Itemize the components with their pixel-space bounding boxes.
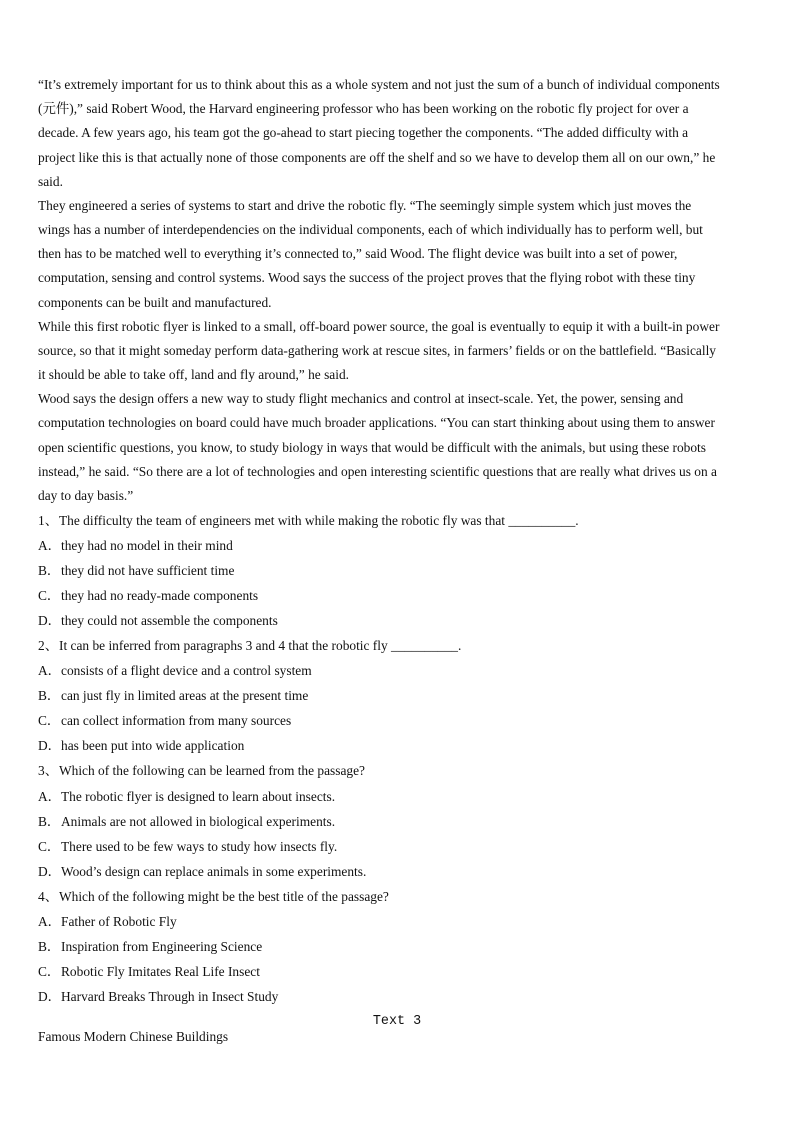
option-text: they had no model in their mind	[61, 538, 233, 554]
passage-line: instead,” he said. “So there are a lot of technologies and open interesting scientific questions that are really what drives us on a	[38, 463, 717, 479]
passage-line: project like this is that actually none of those components are off the shelf and so we have to develop them all on our own,” he	[38, 149, 716, 165]
passage-line: decade. A few years ago, his team got the go-ahead to start piecing together the components. “The added difficulty with a	[38, 125, 689, 141]
answer-option	[38, 863, 579, 888]
answer-option	[38, 788, 579, 813]
question-stem	[38, 762, 579, 787]
option-text: they did not have sufficient time	[61, 563, 235, 579]
question-text: The difficulty the team of engineers met with while making the robotic fly was that __________.	[59, 513, 579, 528]
answer-option	[38, 612, 579, 637]
option-letter: D．	[38, 738, 62, 754]
passage-title: Famous Modern Chinese Buildings	[38, 1029, 229, 1044]
question-stem	[38, 512, 579, 537]
question-list	[38, 512, 579, 1013]
option-letter: D．	[38, 863, 62, 879]
option-letter: A．	[38, 538, 62, 554]
question-text: Which of the following might be the best title of the passage?	[59, 888, 389, 904]
question-number: 2、	[38, 638, 59, 654]
passage-line: then has to be matched well to everything it’s connected to,” said Wood. The flight device was built into a set of power,	[38, 246, 678, 262]
option-text: The robotic flyer is designed to learn about insects.	[61, 788, 336, 804]
option-text: There used to be few ways to study how insects fly.	[61, 838, 338, 854]
passage-line: (元件),” said Robert Wood, the Harvard engineering professor who has been working on the robotic fly project for over a	[38, 101, 689, 117]
option-text: they had no ready-made components	[61, 588, 259, 604]
option-text: has been put into wide application	[61, 738, 245, 754]
passage-line: They engineered a series of systems to start and drive the robotic fly. “The seemingly simple system which just moves the	[38, 197, 692, 213]
option-letter: A．	[38, 913, 62, 929]
option-letter: C．	[38, 963, 61, 979]
option-letter: D．	[38, 988, 62, 1004]
answer-option	[38, 913, 579, 938]
passage-line: day to day basis.”	[38, 487, 134, 503]
answer-option	[38, 813, 579, 838]
option-letter: A．	[38, 663, 62, 679]
passage-line: Wood says the design offers a new way to study flight mechanics and control at insect-scale. Yet, the power, sensing and	[38, 391, 684, 407]
passage-line: said.	[38, 173, 63, 189]
question-stem	[38, 888, 579, 913]
question-text: It can be inferred from paragraphs 3 and 4 that the robotic fly __________.	[59, 638, 462, 654]
option-text: can collect information from many sources	[61, 713, 292, 729]
answer-option	[38, 687, 579, 712]
passage-line: “It’s extremely important for us to think about this as a whole system and not just the sum of a bunch of individual components	[38, 77, 720, 92]
option-letter: C．	[38, 838, 61, 854]
answer-option	[38, 587, 579, 612]
answer-option	[38, 562, 579, 587]
option-text: Harvard Breaks Through in Insect Study	[61, 988, 279, 1004]
passage-line: it should be able to take off, land and fly around,” he said.	[38, 367, 349, 383]
option-letter: B．	[38, 813, 61, 829]
passage-line: open scientific questions, you know, to study biology in ways that would be difficult with the animals, but using these robots	[38, 439, 706, 455]
option-letter: B．	[38, 688, 61, 704]
option-letter: A．	[38, 788, 62, 804]
option-text: Father of Robotic Fly	[61, 913, 177, 929]
reading-passage	[38, 76, 720, 511]
question-number: 1、	[38, 513, 59, 528]
option-letter: C．	[38, 713, 61, 729]
passage-line: components can be built and manufactured.	[38, 294, 272, 310]
answer-option	[38, 662, 579, 687]
option-text: can just fly in limited areas at the present time	[61, 688, 309, 704]
answer-option	[38, 537, 579, 562]
answer-option	[38, 988, 579, 1013]
section-heading: Text 3	[372, 1014, 422, 1029]
option-text: Animals are not allowed in biological experiments.	[61, 813, 336, 829]
passage-line: wings has a number of interdependencies on the individual components, each of which individually has to perform well, but	[38, 222, 703, 238]
answer-option	[38, 963, 579, 988]
question-number: 4、	[38, 888, 59, 904]
answer-option	[38, 712, 579, 737]
passage-line: computation, sensing and control systems. Wood says the success of the project proves that the flying robot with these tiny	[38, 270, 696, 286]
option-letter: B．	[38, 563, 61, 579]
answer-option	[38, 737, 579, 762]
answer-option	[38, 838, 579, 863]
option-letter: D．	[38, 613, 62, 629]
passage-line: source, so that it might someday perform data-gathering work at rescue sites, in farmers’ fields or on the battlefield. “Basically	[38, 342, 716, 358]
passage-line: computation technologies on board could have much broader applications. “You can start thinking about using them to answer	[38, 415, 715, 431]
answer-option	[38, 938, 579, 963]
option-letter: C．	[38, 588, 61, 604]
option-text: they could not assemble the components	[61, 613, 278, 629]
option-text: consists of a flight device and a control system	[61, 663, 312, 679]
option-text: Inspiration from Engineering Science	[61, 938, 263, 954]
question-stem	[38, 637, 579, 662]
passage-line: While this first robotic flyer is linked to a small, off-board power source, the goal is eventually to equip it with a built-in power	[38, 318, 720, 334]
question-text: Which of the following can be learned from the passage?	[59, 763, 366, 779]
option-text: Wood’s design can replace animals in some experiments.	[61, 863, 367, 879]
option-letter: B．	[38, 938, 61, 954]
question-number: 3、	[38, 763, 59, 779]
option-text: Robotic Fly Imitates Real Life Insect	[61, 963, 260, 979]
